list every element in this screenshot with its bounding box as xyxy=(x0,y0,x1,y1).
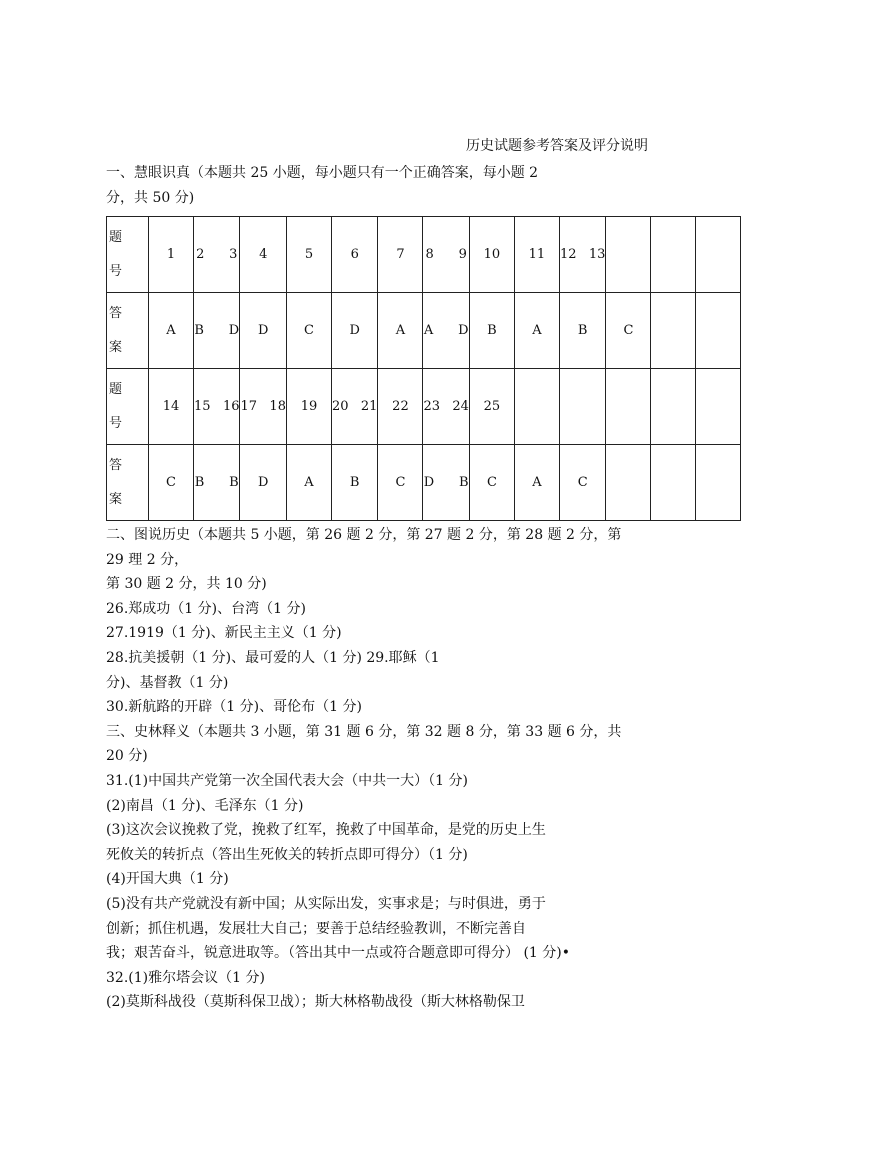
table-cell xyxy=(606,293,651,369)
table-cell xyxy=(696,293,741,369)
cell-value: 1 xyxy=(166,247,176,262)
table-cell xyxy=(331,293,377,369)
table-cell xyxy=(559,293,605,369)
cell-value: C xyxy=(623,323,634,338)
table-cell xyxy=(149,369,194,445)
cell-value: B xyxy=(577,323,588,338)
cell-value: 14 xyxy=(162,399,180,414)
table-cell xyxy=(149,217,194,293)
row-header-char: 答 xyxy=(109,457,123,473)
table-row xyxy=(107,293,741,369)
text-line: 我；艰苦奋斗，锐意进取等。（答出其中一点或符合题意即可得分） (1 分)• xyxy=(106,945,570,962)
cell-value: B D xyxy=(194,323,240,338)
text-line: (5)没有共产党就没有新中国；从实际出发，实事求是；与时俱进，勇于 xyxy=(106,896,546,912)
row-header-char: 案 xyxy=(109,339,123,355)
table-cell xyxy=(514,293,559,369)
table-cell xyxy=(331,217,377,293)
cell-value: C xyxy=(166,475,176,490)
table-cell xyxy=(286,293,331,369)
cell-value: 25 xyxy=(483,399,501,414)
text-line: (2)莫斯科战役（莫斯科保卫战）；斯大林格勒战役（斯大林格勒保卫 xyxy=(106,994,525,1011)
cell-value: C xyxy=(395,475,406,490)
table-cell xyxy=(469,369,514,445)
table-cell xyxy=(606,445,651,521)
cell-value: 12 13 xyxy=(559,247,606,262)
table-row xyxy=(107,217,741,293)
cell-value: 15 16 xyxy=(194,399,240,414)
text-line: 32.(1)雅尔塔会议（1 分) xyxy=(106,969,265,986)
table-cell xyxy=(696,445,741,521)
row-header-char: 题 xyxy=(109,381,123,397)
table-row xyxy=(107,445,741,521)
table-cell xyxy=(378,445,423,521)
table-cell xyxy=(469,217,514,293)
table-row xyxy=(107,369,741,445)
table-cell xyxy=(514,369,559,445)
cell-value: A D xyxy=(423,323,469,338)
table-cell xyxy=(514,217,559,293)
row-header-char: 答 xyxy=(109,305,123,321)
answer-table xyxy=(106,216,741,521)
cell-value: C xyxy=(486,475,497,490)
cell-value: 17 18 xyxy=(240,399,286,414)
table-cell xyxy=(469,445,514,521)
text-line: (2)南昌（1 分)、毛泽东（1 分) xyxy=(106,797,304,814)
text-line: 26.郑成功（1 分)、台湾（1 分) xyxy=(106,600,306,617)
table-cell xyxy=(194,217,240,293)
text-line: 29 理 2 分， xyxy=(106,551,189,568)
table-cell xyxy=(286,445,331,521)
table-cell xyxy=(240,369,286,445)
table-cell xyxy=(423,217,469,293)
cell-value: 6 xyxy=(350,247,359,262)
cell-value: A xyxy=(166,323,176,338)
table-cell xyxy=(378,217,423,293)
table-cell xyxy=(651,293,696,369)
cell-value: 22 xyxy=(392,399,409,414)
table-cell xyxy=(514,445,559,521)
cell-value: C xyxy=(577,475,588,490)
table-cell xyxy=(606,217,651,293)
cell-value: A xyxy=(395,323,406,338)
table-cell xyxy=(696,369,741,445)
table-cell xyxy=(286,217,331,293)
table-cell xyxy=(240,445,286,521)
row-header-char: 案 xyxy=(109,491,123,507)
text-line: 二、图说历史（本题共 5 小题，第 26 题 2 分，第 27 题 2 分，第 28 题 2 分，第 xyxy=(106,527,622,543)
table-cell xyxy=(331,445,377,521)
cell-value: 10 xyxy=(483,247,501,262)
page-title: 历史试题参考答案及评分说明 xyxy=(466,138,648,154)
cell-value: B xyxy=(349,475,360,490)
text-line: 第 30 题 2 分，共 10 分) xyxy=(106,576,267,593)
row-header xyxy=(107,445,149,521)
text-line: 死攸关的转折点（答出生死攸关的转折点即可得分）（1 分) xyxy=(106,846,468,863)
table-cell xyxy=(651,217,696,293)
text-line: 分)、基督教（1 分) xyxy=(106,674,229,691)
table-cell xyxy=(331,369,377,445)
cell-value: D B xyxy=(423,475,469,490)
table-cell xyxy=(423,293,469,369)
table-cell xyxy=(696,217,741,293)
text-line: (4)开国大典（1 分) xyxy=(106,871,229,888)
row-header xyxy=(107,369,149,445)
text-line: 创新；抓住机遇，发展壮大自己；要善于总结经验教训，不断完善自 xyxy=(106,920,526,937)
table-cell xyxy=(469,293,514,369)
table-cell xyxy=(149,445,194,521)
table-cell xyxy=(286,369,331,445)
row-header-char: 号 xyxy=(109,263,123,279)
cell-value: 11 xyxy=(528,247,546,262)
table-cell xyxy=(240,293,286,369)
cell-value: B B xyxy=(194,475,239,490)
cell-value: 7 xyxy=(396,247,405,262)
cell-value: 5 xyxy=(304,247,314,262)
cell-value: 8 9 xyxy=(425,247,467,262)
text-line: (3)这次会议挽救了党，挽救了红军，挽救了中国革命，是党的历史上生 xyxy=(106,822,546,839)
table-cell xyxy=(606,369,651,445)
table-cell xyxy=(651,369,696,445)
cell-value: A xyxy=(304,475,314,490)
table-cell xyxy=(194,369,240,445)
cell-value: B xyxy=(487,323,497,338)
cell-value: 2 3 xyxy=(196,247,238,262)
row-header-char: 号 xyxy=(109,415,123,431)
cell-value: A xyxy=(532,323,542,338)
table-cell xyxy=(559,445,605,521)
cell-value: 23 24 xyxy=(423,399,469,414)
text-line: 28.抗美援朝（1 分)、最可爱的人（1 分) 29.耶稣（1 xyxy=(106,650,440,666)
cell-value: D xyxy=(258,475,269,490)
table-cell xyxy=(423,445,469,521)
table-cell xyxy=(559,369,605,445)
text-line: 30.新航路的开辟（1 分)、哥伦布（1 分) xyxy=(106,699,362,716)
text-line: 27.1919（1 分)、新民主主义（1 分) xyxy=(106,625,342,642)
cell-value: A xyxy=(532,475,542,490)
table-cell xyxy=(559,217,605,293)
table-cell xyxy=(194,293,240,369)
section1-heading-line1: 一、慧眼识真（本题共 25 小题，每小题只有一个正确答案，每小题 2 xyxy=(106,165,539,181)
row-header xyxy=(107,293,149,369)
cell-value: 20 21 xyxy=(331,399,378,414)
row-header xyxy=(107,217,149,293)
table-cell xyxy=(423,369,469,445)
row-header-char: 题 xyxy=(109,229,123,245)
cell-value: C xyxy=(303,323,314,338)
text-line: 20 分) xyxy=(106,748,148,765)
table-cell xyxy=(378,293,423,369)
cell-value: 4 xyxy=(259,247,268,262)
table-cell xyxy=(240,217,286,293)
table-cell xyxy=(149,293,194,369)
table-cell xyxy=(651,445,696,521)
cell-value: 19 xyxy=(300,399,318,414)
table-cell xyxy=(194,445,240,521)
text-line: 31.(1)中国共产党第一次全国代表大会（中共一大）（1 分) xyxy=(106,773,468,789)
text-line: 三、史林释义（本题共 3 小题，第 31 题 6 分，第 32 题 8 分，第 33 题 6 分，共 xyxy=(106,723,622,740)
cell-value: D xyxy=(258,323,269,338)
section1-heading-line2: 分，共 50 分) xyxy=(106,190,195,206)
cell-value: D xyxy=(349,323,360,338)
table-cell xyxy=(378,369,423,445)
